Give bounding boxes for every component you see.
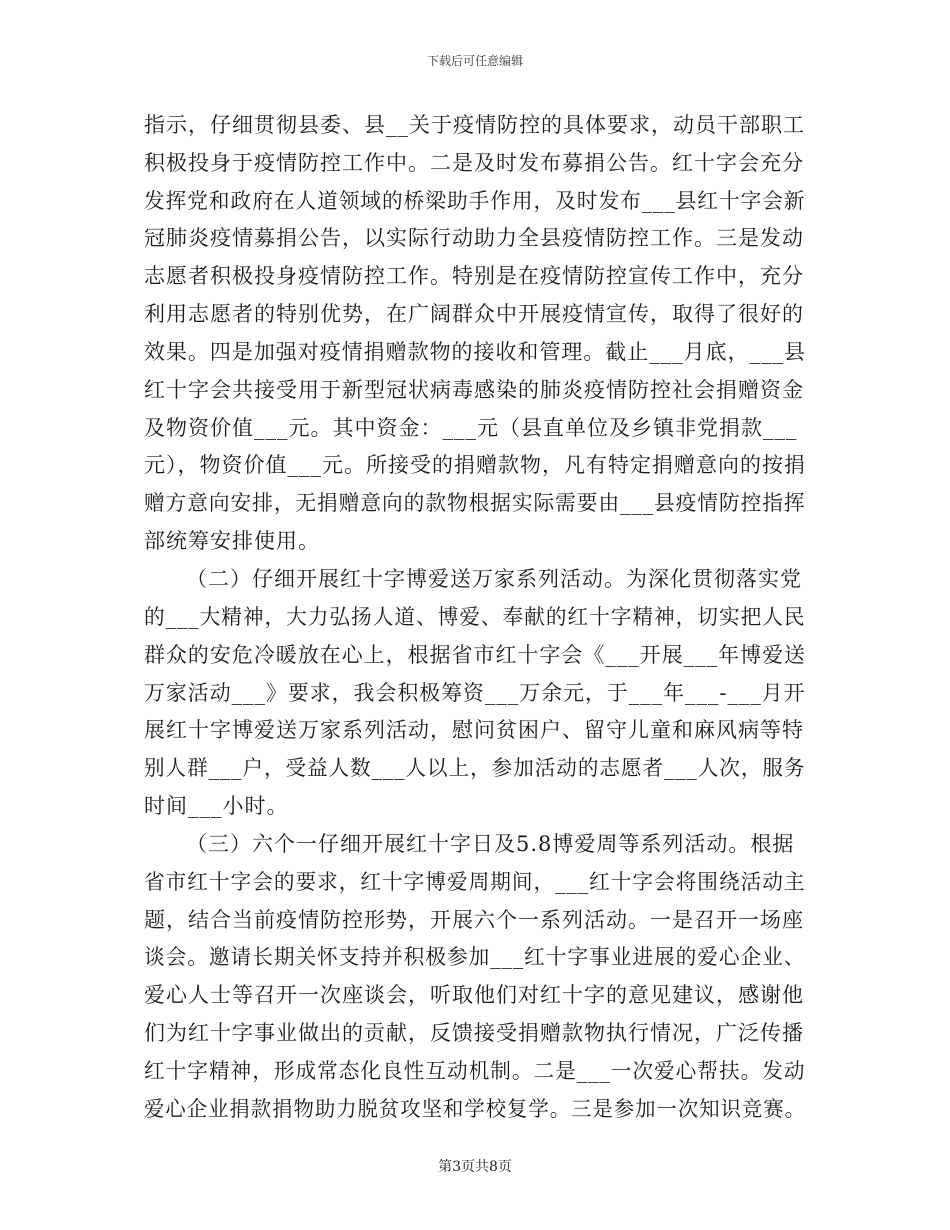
- text-line: 部统筹安排使用。: [144, 529, 320, 553]
- text-line: 志愿者积极投身疫情防控工作。特别是在疫情防控宣传工作中，充分: [144, 264, 804, 288]
- text-line: 指示，仔细贯彻县委、县__关于疫情防控的具体要求，动员干部职工: [144, 113, 805, 137]
- paragraph-3-first-line: （三）六个一仔细开展红十字日及5.8博爱周等系列活动。根据: [186, 832, 795, 856]
- page-number: 第3页共8页: [438, 1159, 512, 1175]
- text-line: 红十字精神，形成常态化良性互动机制。二是___一次爱心帮扶。发动: [144, 1059, 806, 1083]
- text-line: 谈会。邀请长期关怀支持并积极参加___红十字事业进展的爱心企业、: [144, 945, 806, 969]
- text-line: 效果。四是加强对疫情捐赠款物的接收和管理。截止___月底，___县: [144, 340, 806, 364]
- page-header-note: 下载后可任意编辑: [426, 54, 523, 68]
- text-line: 爱心企业捐款捐物助力脱贫攻坚和学校复学。三是参加一次知识竞赛。: [144, 1097, 806, 1121]
- text-line: 利用志愿者的特别优势，在广阔群众中开展疫情宣传，取得了很好的: [144, 302, 804, 326]
- text-line: 时间___小时。: [144, 794, 289, 818]
- text-line: 题，结合当前疫情防控形势，开展六个一系列活动。一是召开一场座: [144, 908, 804, 932]
- text-line: 别人群___户，受益人数___人以上，参加活动的志愿者___人次，服务: [144, 756, 806, 780]
- text-line: 们为红十字事业做出的贡献，反馈接受捐赠款物执行情况，广泛传播: [144, 1021, 804, 1045]
- paragraph-2-first-line: （二）仔细开展红十字博爱送万家系列活动。为深化贯彻落实党: [186, 567, 802, 591]
- text-line: 赠方意向安排，无捐赠意向的款物根据实际需要由___县疫情防控指挥: [144, 491, 806, 515]
- text-line: 展红十字博爱送万家系列活动，慰问贫困户、留守儿童和麻风病等特: [144, 718, 804, 742]
- text-line: 发挥党和政府在人道领域的桥梁助手作用，及时发布___县红十字会新: [144, 189, 806, 213]
- text-line: 爱心人士等召开一次座谈会，听取他们对红十字的意见建议，感谢他: [144, 983, 804, 1007]
- text-line: 积极投身于疫情防控工作中。二是及时发布募捐公告。红十字会充分: [144, 151, 804, 175]
- text-line: 红十字会共接受用于新型冠状病毒感染的肺炎疫情防控社会捐赠资金: [144, 378, 804, 402]
- text-line: 冠肺炎疫情募捐公告，以实际行动助力全县疫情防控工作。三是发动: [144, 226, 804, 250]
- text-line: 的___大精神，大力弘扬人道、博爱、奉献的红十字精神，切实把人民: [144, 605, 806, 629]
- text-line: 及物资价值___元。其中资金：___元（县直单位及乡镇非党捐款___: [144, 416, 798, 440]
- text-line: 群众的安危冷暖放在心上，根据省市红十字会《___开展___年博爱送: [144, 643, 806, 667]
- text-line: 万家活动___》要求，我会积极筹资___万余元，于___年___-___月开: [144, 681, 806, 705]
- text-line: 省市红十字会的要求，红十字博爱周期间，___红十字会将围绕活动主: [144, 870, 806, 894]
- text-line: 元），物资价值___元。所接受的捐赠款物，凡有特定捐赠意向的按捐: [144, 453, 806, 477]
